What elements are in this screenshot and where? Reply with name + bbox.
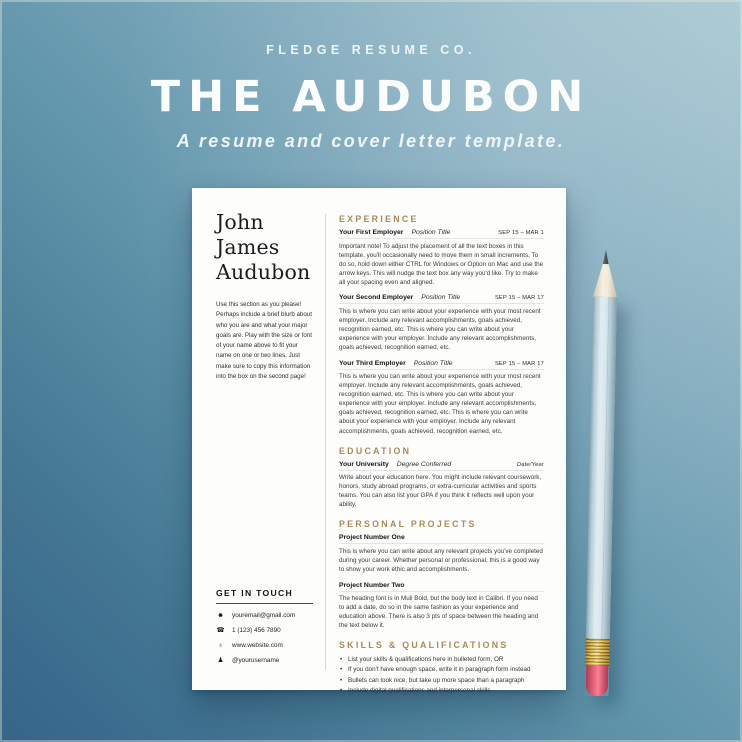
template-subtitle: A resume and cover letter template. (176, 131, 566, 151)
resume-name (216, 210, 313, 285)
contact-email: youremail@gmail.com (232, 611, 296, 619)
contact-row-phone (216, 626, 313, 634)
section-skills (339, 640, 544, 696)
employment-dates: SEP 15 – MAR 17 (494, 295, 544, 302)
resume-left-column (192, 188, 325, 690)
experience-body: This is where you can write about your experience with your most recent employer. Include any relevant accomplishments, goals achieved, recognition earned, etc. This is where you can write about your experience with your employer. Include any relevant accomplishments, goals achieved, recognition earned, etc. This is where you can write about your experience with your employer. Include any relevant accomplishments, goals achieved, recognition earned, etc. (339, 373, 541, 435)
skills-list (339, 655, 544, 696)
poster-header (0, 0, 742, 152)
project-entry-head (339, 534, 544, 544)
resume-name-line1: John James (216, 210, 280, 259)
projects-heading: PERSONAL PROJECTS (339, 519, 477, 530)
section-personal-projects (339, 519, 544, 630)
social-icon: ♟ (217, 657, 224, 664)
pencil-ferrule (585, 639, 610, 666)
project-entry (339, 582, 544, 631)
education-dates: Date/Year (516, 461, 544, 468)
contact-website: www.website.com (232, 641, 283, 649)
skill-bullet: • Bullets can look nice, but take up more space than a paragraph (339, 676, 544, 686)
resume-right-column (326, 188, 566, 694)
contact-section (216, 588, 313, 664)
project-entry (339, 534, 544, 574)
experience-entry (339, 229, 544, 287)
project-title: Project Number One (339, 534, 405, 542)
employer-name: Your Third Employer (339, 359, 406, 367)
skills-heading: SKILLS & QUALIFICATIONS (339, 640, 509, 651)
project-title: Project Number Two (339, 581, 405, 589)
position-title: Position Title (413, 359, 453, 367)
contact-row-website (216, 642, 313, 649)
education-entry (339, 461, 544, 510)
resume-name-line2: Audubon (216, 260, 311, 284)
employment-dates: SEP 15 – MAR 17 (494, 360, 544, 367)
contact-row-email (216, 612, 313, 619)
contact-heading: GET IN TOUCH (216, 588, 313, 604)
pencil-body (586, 297, 617, 639)
contact-phone: 1 (123) 456 7890 (232, 626, 281, 634)
skill-bullet: • If you don't have enough space, write it in paragraph form instead (339, 665, 544, 675)
section-experience (339, 214, 544, 436)
project-body: This is where you can write about any relevant projects you've completed during your career. Whether personal or professional, this is a good way to show your work ethic and accomplishments. (339, 547, 543, 573)
experience-entry (339, 294, 544, 352)
university-name: Your University (339, 460, 389, 468)
project-body: The heading font is in Muli Bold, but the body text in Calibri. If you need to add a date, do so in the same fashion as your experience and education above. There is also 3 pts of space between the heading and the text below it. (339, 595, 539, 630)
section-education (339, 446, 544, 510)
experience-entry (339, 360, 544, 436)
contact-row-username (216, 656, 313, 664)
education-entry-head (339, 461, 544, 471)
experience-entry-head (339, 294, 544, 304)
pencil-eraser (586, 666, 609, 696)
position-title: Position Title (421, 294, 461, 302)
globe-icon: ♁ (218, 641, 223, 649)
degree-conferred: Degree Conferred (396, 460, 452, 468)
employer-name: Your Second Employer (339, 294, 414, 302)
experience-heading: EXPERIENCE (339, 214, 419, 224)
skill-bullet: • Include digital qualifications and interpersonal skills (339, 686, 544, 696)
phone-icon: ☎ (216, 627, 225, 634)
education-heading: EDUCATION (339, 445, 412, 456)
brand-name: FLEDGE RESUME CO. (266, 43, 476, 57)
project-entry-head (339, 582, 544, 592)
pencil-graphite-tip (603, 250, 609, 265)
experience-body: Important note! To adjust the placement of all the text boxes in this template, you'll occasionally need to move them in small increments. To do so, hold down either CTRL for Windows or Option on Mac and use the arrow keys. This will nudge the text box any way you'd like. Try to make all your spacing even and aligned. (339, 242, 544, 286)
experience-body: This is where you can write about your experience with your most recent employer. Include any relevant accomplishments, goals achieved, recognition earned, etc. This is where you can write about your experience with your employer. Include any relevant accomplishments, goals achieved, recognition earned, etc. (339, 307, 541, 352)
pencil-lower (585, 297, 617, 696)
user-icon: ☻ (217, 611, 224, 619)
template-title: THE AUDUBON (150, 72, 592, 122)
pencil-prop (585, 250, 618, 698)
position-title: Position Title (411, 229, 451, 236)
experience-entry-head (339, 360, 544, 370)
education-body: Write about your education here. You might include relevant coursework, honors, study abroad programs, or extra-curricular activities and sports teams. You can also list your GPA if you think it reflects well upon your ability. (339, 474, 542, 509)
experience-entry-head (339, 229, 544, 239)
employer-name: Your First Employer (339, 229, 404, 236)
contact-username: @yourusername (232, 656, 280, 664)
employment-dates: SEP 15 – MAR 1 (498, 230, 544, 236)
resume-intro-blurb: Use this section as you please! Perhaps include a brief blurb about who you are and what your major goals are. Play with the size or font of your name above to fit your name on one or two lines. Just make sure to copy this information into the box on the second page! (216, 301, 312, 381)
pencil-wood-cone (593, 264, 618, 297)
resume-paper (192, 188, 566, 694)
skill-bullet: • List your skills & qualifications here in bulleted form, OR (339, 655, 544, 665)
